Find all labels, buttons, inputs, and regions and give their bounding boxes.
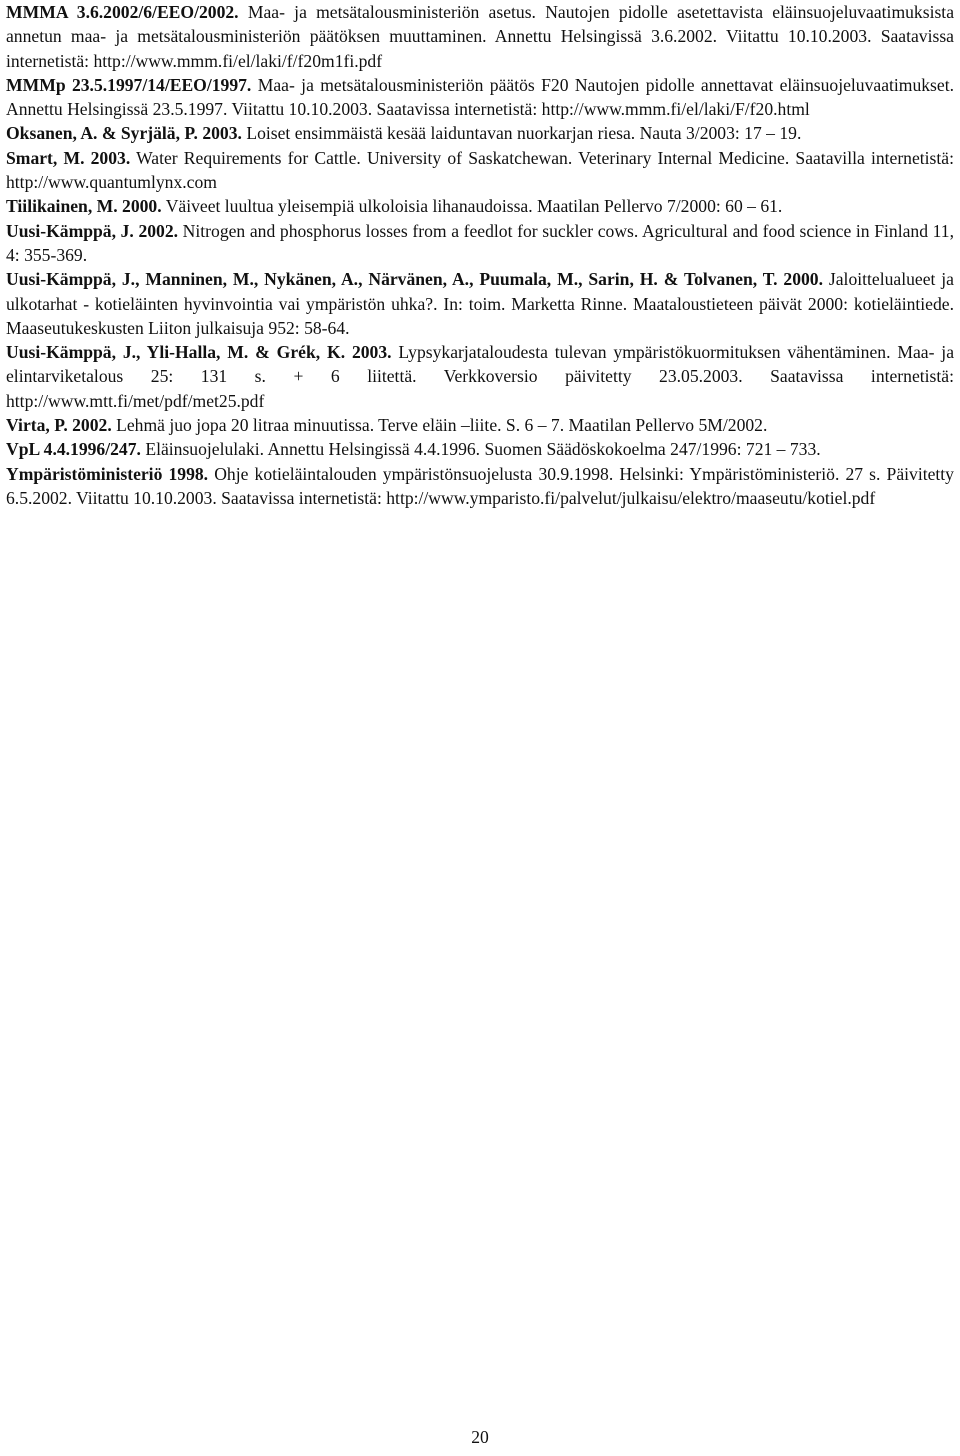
reference-text: Lehmä juo jopa 20 litraa minuutissa. Terve eläin –liite. S. 6 – 7. Maatilan Pellervo 5M/2002. [111, 415, 768, 436]
reference-entry [6, 194, 954, 218]
reference-text: Loiset ensimmäistä kesää laiduntavan nuorkarjan riesa. Nauta 3/2003: 17 – 19. [241, 123, 802, 144]
reference-entry [6, 219, 954, 268]
reference-author: Uusi-Kämppä, J., Manninen, M., Nykänen, A., Närvänen, A., Puumala, M., Sarin, H. & Tolvanen, T. 2000. [6, 269, 824, 290]
reference-entry [6, 462, 954, 511]
reference-author: Uusi-Kämppä, J. 2002. [6, 220, 179, 241]
reference-text: Ohje kotieläintalouden ympäristönsuojelusta 30.9.1998. Helsinki: Ympäristöministeriö. 27 s. Päivitetty 6.5.2002. Viitattu 10.10.2003. Saatavissa internetistä: http://www.ymparisto.fi/palvelut/julkaisu/elektro/maaseutu/kotiel.pdf [6, 463, 954, 508]
reference-author: Smart, M. 2003. [6, 147, 131, 168]
reference-author: MMMA 3.6.2002/6/EEO/2002. [6, 2, 239, 22]
reference-text: Lypsykarjataloudesta tulevan ympäristökuormituksen vähentäminen. Maa- ja elintarviketalous 25: 131 s. + 6 liitettä. Verkkoversio päivitetty 23.05.2003. Saatavissa internetistä: http://www.mtt.fi/met/pdf/met25.pdf [6, 342, 955, 411]
reference-entry [6, 0, 954, 73]
reference-author: Tiilikainen, M. 2000. [6, 196, 162, 217]
reference-text: Väiveet luultua yleisempiä ulkoloisia lihanaudoissa. Maatilan Pellervo 7/2000: 60 – 61. [161, 196, 783, 217]
reference-author: Virta, P. 2002. [6, 415, 112, 436]
reference-entry [6, 413, 954, 437]
reference-author: VpL 4.4.1996/247. [6, 439, 141, 460]
reference-entry [6, 146, 954, 195]
reference-author: Uusi-Kämppä, J., Yli-Halla, M. & Grék, K. 2003. [6, 342, 392, 363]
reference-list [6, 0, 954, 510]
reference-text: Nitrogen and phosphorus losses from a feedlot for suckler cows. Agricultural and food science in Finland 11, 4: 355-369. [6, 220, 954, 265]
reference-entry [6, 267, 954, 340]
reference-author: MMMp 23.5.1997/14/EEO/1997. [6, 74, 252, 95]
reference-entry [6, 73, 954, 122]
reference-text: Maa- ja metsätalousministeriön päätös F20 Nautojen pidolle annettavat eläinsuojeluvaatimukset. Annettu Helsingissä 23.5.1997. Viitattu 10.10.2003. Saatavissa internetistä: http://www.mmm.fi/el/laki/F/f20.html [6, 74, 954, 120]
reference-entry [6, 340, 954, 413]
reference-entry [6, 121, 954, 145]
reference-text: Maa- ja metsätalousministeriön asetus. Nautojen pidolle asetettavista eläinsuojeluvaatimuksista annetun maa- ja metsätalousministeriön päätöksen muuttaminen. Annettu Helsingissä 3.6.2002. Viitattu 10.10.2003. Saatavissa internetistä: http://www.mmm.fi/el/laki/f/f20m1fi.pdf [6, 2, 954, 71]
reference-author: Oksanen, A. & Syrjälä, P. 2003. [6, 123, 242, 144]
reference-text: Water Requirements for Cattle. University of Saskatchewan. Veterinary Internal Medicine. Saatavilla internetistä: http://www.quantumlynx.com [6, 147, 954, 193]
reference-text: Jaloittelualueet ja ulkotarhat - kotieläinten hyvinvointia vai ympäristön uhka?. In: toim. Marketta Rinne. Maataloustieteen päivät 2000: kotieläintiede. Maaseutukeskusten Liiton julkaisuja 952: 58-64. [6, 269, 954, 338]
reference-entry [6, 437, 954, 461]
reference-author: Ympäristöministeriö 1998. [6, 463, 209, 484]
page-number: 20 [471, 1427, 489, 1447]
reference-text: Eläinsuojelulaki. Annettu Helsingissä 4.4.1996. Suomen Säädöskokoelma 247/1996: 721 – 733. [140, 439, 821, 460]
